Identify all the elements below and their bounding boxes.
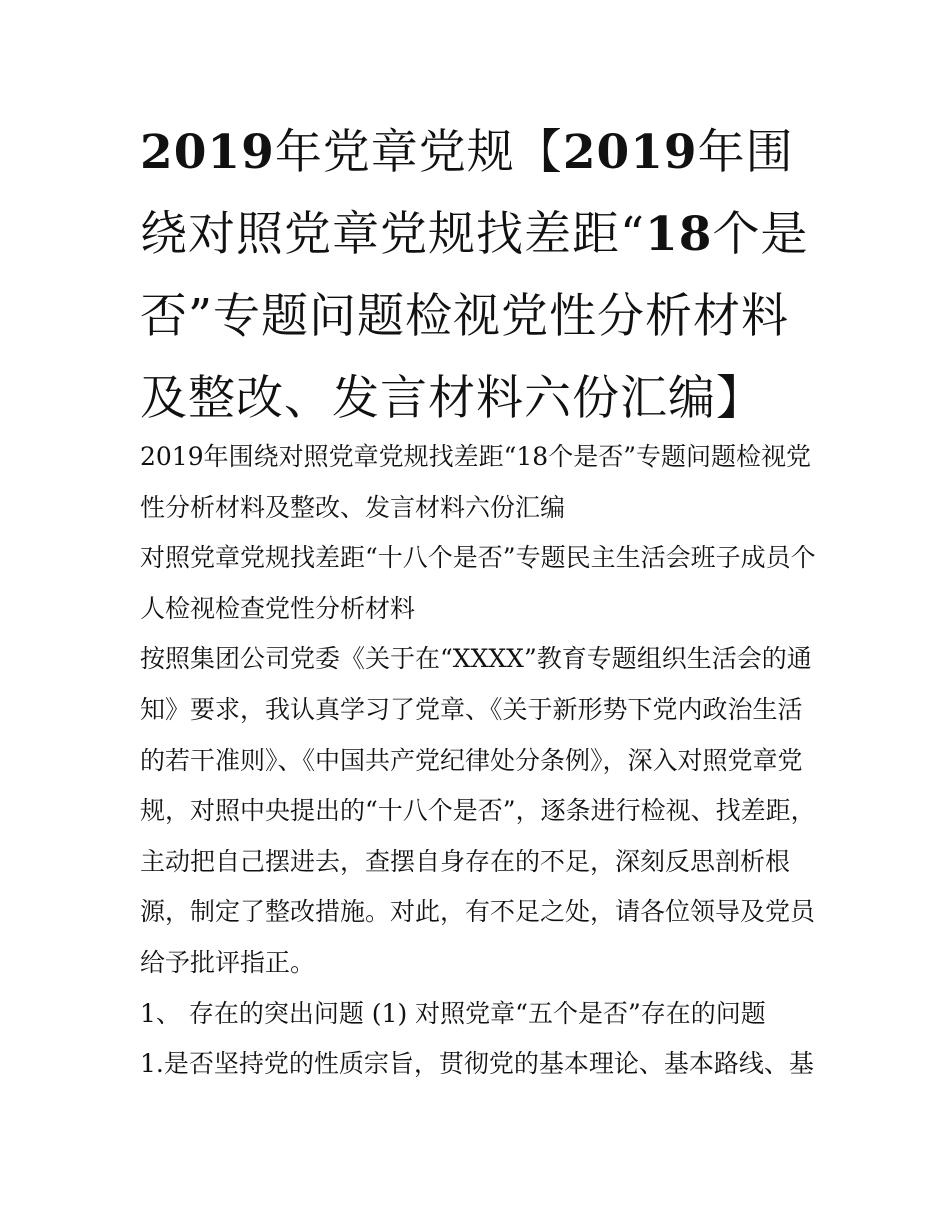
document-body xyxy=(140,432,816,1090)
paragraph-intro: 按照集团公司党委《关于在“XXXX”教育专题组织生活会的通知》要求，我认真学习了党章、《关于新形势下党内政治生活的若干准则》、《中国共产党纪律处分条例》，深入对照党章党规，对照中央提出的“十八个是否”，逐条进行检视、找差距，主动把自己摆进去，查摆自身存在的不足，深刻反思剖析根源，制定了整改措施。对此，有不足之处，请各位领导及党员给予批评指正。 xyxy=(140,644,816,977)
title-number: 18 xyxy=(645,207,713,262)
title-number: 2019 xyxy=(562,125,698,180)
paragraph-subtitle: 2019年围绕对照党章党规找差距“18个是否”专题问题检视党性分析材料及整改、发言材料六份汇编 xyxy=(140,442,811,522)
paragraph-issue-heading: 1、 存在的突出问题 (1) 对照党章“五个是否”存在的问题 xyxy=(140,998,766,1028)
paragraph-section-heading: 对照党章党规找差距“十八个是否”专题民主生活会班子成员个人检视检查党性分析材料 xyxy=(140,543,816,623)
document-title: 2019年党章党规【2019年围绕对照党章党规找差距“18个是否”专题问题检视党性分析材料及整改、发言材料六份汇编】 xyxy=(140,125,809,426)
paragraph-question-1: 1.是否坚持党的性质宗旨，贯彻党的基本理论、基本路线、基 xyxy=(140,1049,814,1079)
title-number: 2019 xyxy=(140,125,275,180)
